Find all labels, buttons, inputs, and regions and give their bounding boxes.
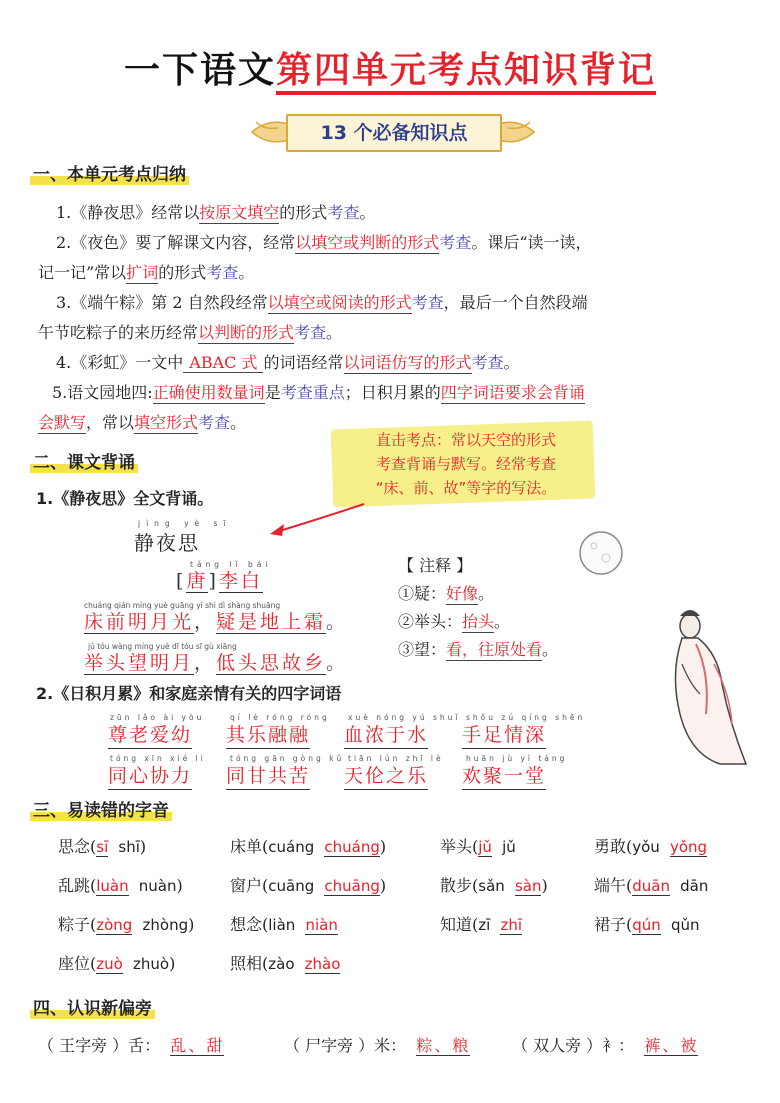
idiom-pinyin: shǒu zú qíng shēn [466, 713, 586, 722]
radical-item: （ 王字旁 ）舌： 乱、甜 [38, 1036, 225, 1055]
banner-text: 13 个必备知识点 [286, 114, 502, 152]
idiom-pinyin: tóng gān gòng kǔ [230, 754, 345, 763]
idiom-pinyin: zūn lǎo ài yòu [110, 713, 205, 722]
idiom: 欢聚一堂 [462, 761, 546, 790]
idiom-pinyin: tóng xīn xié lì [110, 754, 206, 763]
item-5-cont: 会默写，常以填空形式考查。 [38, 413, 247, 432]
item-3-cont: 午节吃粽子的来历经常以判断的形式考查。 [38, 323, 343, 342]
pronunciation-item: 裙子(qún qǔn [594, 915, 700, 934]
section-4-heading: 四、认识新偏旁 [30, 994, 155, 1019]
item-1: 1.《静夜思》经常以按原文填空的形式考查。 [56, 203, 376, 222]
idiom-pinyin: xuè nóng yú shuǐ [348, 713, 461, 722]
pronunciation-item: 思念(sī shī) [58, 837, 147, 856]
radical-item: （ 尸字旁 ）米： 粽、粮 [284, 1036, 471, 1055]
idiom: 手足情深 [462, 720, 546, 749]
pronunciation-item: 窗户(cuāng chuāng) [230, 876, 387, 895]
pronunciation-item: 乱跳(luàn nuàn) [58, 876, 183, 895]
pronunciation-item: 粽子(zòng zhòng) [58, 915, 195, 934]
page-title [0, 42, 780, 93]
pronunciation-item: 知道(zī zhī [440, 915, 523, 934]
section-1-body [38, 198, 743, 438]
exam-tip-text: 直击考点：常以天空的形式 考查背诵与默写。经常考查 “床、前、故”等字的写法。 [375, 431, 557, 497]
idiom: 其乐融融 [226, 720, 310, 749]
title-prefix: 一下语文 [123, 50, 276, 91]
pronunciation-item: 床单(cuáng chuáng) [230, 837, 387, 856]
item-2-cont: 记一记”常以扩词的形式考查。 [38, 263, 255, 282]
pronunciation-item: 散步(sǎn sàn) [440, 876, 548, 895]
item-5: 5.语文园地四:正确使用数量词是考查重点；日积月累的四字词语要求会背诵 [52, 383, 585, 402]
pronunciation-item: 勇敢(yǒu yǒng [594, 837, 708, 856]
poem-title: 静夜思 [134, 531, 200, 555]
section-3-heading: 三、易读错的字音 [30, 796, 172, 821]
subsection-idioms-title: 2.《日积月累》和家庭亲情有关的四字词语 [36, 684, 342, 703]
idiom-pinyin: huān jù yì táng [466, 754, 568, 763]
section-2-heading: 二、课文背诵 [30, 448, 138, 473]
idiom: 同心协力 [108, 761, 192, 790]
idiom: 尊老爱幼 [108, 720, 192, 749]
item-2: 2.《夜色》要了解课文内容，经常以填空或判断的形式考查。课后“读一读， [56, 233, 592, 252]
item-3: 3.《端午粽》第 2 自然段经常以填空或阅读的形式考查，最后一个自然段端 [56, 293, 588, 312]
idiom-pinyin: qí lè róng róng [230, 713, 330, 722]
section-1-heading: 一、本单元考点归纳 [30, 160, 189, 185]
poem-author: [唐]李白 [176, 570, 263, 592]
poem-line-1-pinyin: chuáng qián míng yuè guāng yí shì dì shàng shuāng [84, 601, 281, 610]
poet-illustration-icon [660, 604, 760, 770]
title-highlight: 第四单元考点知识背记 [276, 50, 656, 95]
pronunciation-item: 举头(jǔ jǔ [440, 837, 516, 856]
moon-icon [576, 528, 626, 578]
pronunciation-item: 端午(duān dān [594, 876, 709, 895]
poem-title-pinyin: jìng yè sī [138, 519, 232, 528]
pronunciation-item: 座位(zuò zhuò) [58, 954, 176, 973]
idiom: 同甘共苦 [226, 761, 310, 790]
poem-line-1: 床前明月光，疑是地上霜。 [84, 611, 349, 633]
poem-line-2: 举头望明月，低头思故乡。 [84, 652, 349, 674]
poem-author-pinyin: táng lǐ bái [190, 560, 272, 569]
idiom-pinyin: tiān lún zhī lè [348, 754, 444, 763]
radical-item: （ 双人旁 ）衤： 裤、被 [512, 1036, 699, 1055]
pronunciation-item: 照相(zào zhào [230, 954, 341, 973]
idiom: 血浓于水 [344, 720, 428, 749]
idiom: 天伦之乐 [344, 761, 428, 790]
arrow-icon [262, 500, 372, 540]
item-4: 4.《彩虹》一文中 ABAC 式 的词语经常以词语仿写的形式考查。 [56, 353, 520, 372]
poem-notes: 【 注释 】 ①疑：好像。 ②举头：抬头。 ③望：看，往原处看。 [398, 556, 559, 659]
pronunciation-item: 想念(liàn niàn [230, 915, 338, 934]
subtitle-banner [248, 110, 538, 154]
subsection-poem-title: 1.《静夜思》全文背诵。 [36, 489, 214, 508]
poem-line-2-pinyin: jǔ tóu wàng míng yuè dī tóu sī gù xiāng [88, 642, 237, 651]
